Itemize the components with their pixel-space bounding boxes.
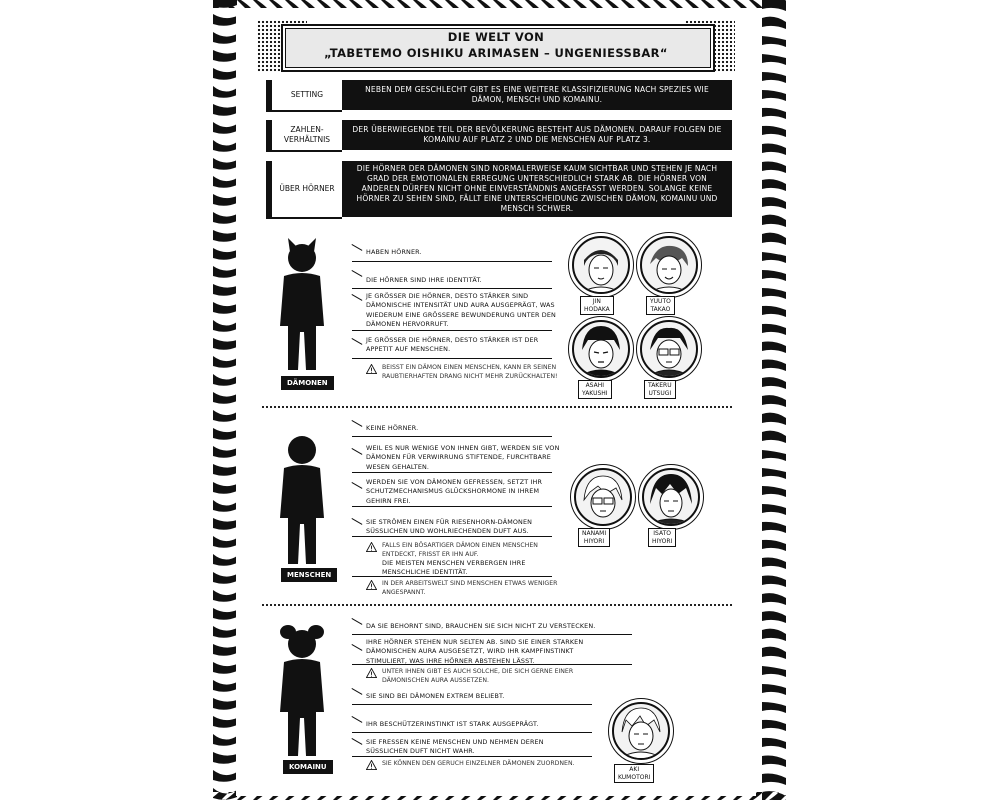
fact-komainu-1: DA SIE BEHORNT SIND, BRAUCHEN SIE SICH NICHT ZU VERSTECKEN. xyxy=(366,622,596,630)
portrait-yuuto-takao xyxy=(640,236,698,294)
label-komainu: KOMAINU xyxy=(283,760,333,774)
leader-line xyxy=(352,618,363,625)
warning-menschen-2 xyxy=(382,580,562,598)
fact-underline xyxy=(352,358,552,359)
leader-line xyxy=(352,338,363,345)
fact-underline xyxy=(352,536,552,537)
name-tag-asahi-yakushi xyxy=(578,380,612,399)
fact-underline xyxy=(352,576,552,577)
fact-daemonen-4: JE GRÖSSER DIE HÖRNER, DESTO STÄRKER IST DER APPETIT AUF MENSCHEN. xyxy=(366,336,539,354)
info-row-setting xyxy=(266,80,732,110)
info-label: ZAHLEN-VERHÄLTNIS xyxy=(266,120,342,152)
title-line-2: „TABETEMO OISHIKU ARIMASEN – UNGENIESSBAR“ xyxy=(324,46,668,60)
info-text: DIE HÖRNER DER DÄMONEN SIND NORMALERWEISE KAUM SICHTBAR UND STEHEN JE NACH GRAD DER EMOTIONALEN ERREGUNG UNTERSCHIEDLICH STARK AB. DIE HÖRNER VON ANDEREN DÜRFEN NICHT OHNE EINVERSTÄNDNIS ANGEFASST WERDEN. SOLANGE KEINE HÖRNER ZU SEHEN SIND, FÄLLT EINE UNTERSCHEIDUNG ZWISCHEN DÄMON, KOMAINU UND MENSCH SCHWER. xyxy=(342,161,732,217)
info-label: ÜBER HÖRNER xyxy=(266,161,342,219)
demon-silhouette xyxy=(262,234,342,374)
warning-icon xyxy=(366,580,377,590)
portrait-isato-hiyori xyxy=(642,468,700,526)
warning-menschen-1 xyxy=(382,542,562,560)
name-tag-isato-hiyori xyxy=(648,528,676,547)
fact-underline xyxy=(352,506,552,507)
info-row-horns xyxy=(266,161,732,217)
warning-icon xyxy=(366,364,377,374)
face-sketch xyxy=(642,238,696,292)
leader-line xyxy=(352,244,363,251)
leader-line xyxy=(352,518,363,525)
warning-text: SIE KÖNNEN DEN GERUCH EINZELNER DÄMONEN ZUORDNEN. xyxy=(382,760,575,767)
name-last: YAKUSHI xyxy=(582,389,608,397)
name-first: ASAHI xyxy=(585,382,604,389)
info-page xyxy=(236,8,756,796)
komainu-silhouette xyxy=(262,620,342,760)
fact-komainu-3: SIE SIND BEI DÄMONEN EXTREM BELIEBT. xyxy=(366,692,505,700)
fact-daemonen-3: JE GRÖSSER DIE HÖRNER, DESTO STÄRKER SIND DÄMONISCHE INTENSITÄT UND AURA AUSGEPRÄGT, WAS WIEDERUM EINE GRÖSSERE BEWUNDERUNG UNTER DEN DÄMONEN HERVORRUFT. xyxy=(366,292,556,328)
face-sketch xyxy=(574,322,628,376)
leader-line xyxy=(352,448,363,455)
portrait-nanami-hiyori xyxy=(574,468,632,526)
leader-line xyxy=(352,294,363,301)
title-line-1: DIE WELT VON xyxy=(447,30,545,44)
name-last: UTSUGI xyxy=(648,389,672,397)
leader-line xyxy=(352,270,363,277)
info-text: DER ÜBERWIEGENDE TEIL DER BEVÖLKERUNG BESTEHT AUS DÄMONEN. DARAUF FOLGEN DIE KOMAINU AUF PLATZ 2 UND DIE MENSCHEN AUF PLATZ 3. xyxy=(342,120,732,150)
name-last: HIYORI xyxy=(652,537,673,545)
face-sketch xyxy=(574,238,628,292)
name-first: NANAMI xyxy=(582,530,607,537)
fact-menschen-5: DIE MEISTEN MENSCHEN VERBERGEN IHRE MENSCHLICHE IDENTITÄT. xyxy=(382,559,526,577)
fact-komainu-5: SIE FRESSEN KEINE MENSCHEN UND NEHMEN DEREN SÜSSLICHEN DUFT NICHT WAHR. xyxy=(366,738,544,756)
fact-menschen-3: WERDEN SIE VON DÄMONEN GEFRESSEN, SETZT IHR SCHUTZMECHANISMUS GLÜCKSHORMONE IN IHREM GEHIRN FREI. xyxy=(366,478,543,505)
warning-text: BEISST EIN DÄMON EINEN MENSCHEN, KANN ER SEINEN RAUBTIERHAFTEN DRANG NICHT MEHR ZURÜCKHALTEN! xyxy=(382,364,558,380)
info-text: NEBEN DEM GESCHLECHT GIBT ES EINE WEITERE KLASSIFIZIERUNG NACH SPEZIES WIE DÄMON, MENSCH UND KOMAINU. xyxy=(342,80,732,110)
info-label: SETTING xyxy=(266,80,342,112)
name-tag-aki-kumotori xyxy=(614,764,654,783)
leader-line xyxy=(352,482,363,489)
leader-line xyxy=(352,644,363,651)
warning-icon xyxy=(366,760,377,770)
name-first: ISATO xyxy=(653,530,671,537)
name-tag-nanami-hiyori xyxy=(578,528,610,547)
name-tag-takeru-utsugi xyxy=(644,380,676,399)
human-silhouette xyxy=(262,428,342,568)
fact-daemonen-1: HABEN HÖRNER. xyxy=(366,248,422,256)
fact-underline xyxy=(352,472,552,473)
warning-komainu-1 xyxy=(382,668,602,686)
fact-underline xyxy=(352,261,552,262)
face-sketch xyxy=(644,470,698,524)
face-sketch xyxy=(614,704,668,758)
fact-menschen-2: WEIL ES NUR WENIGE VON IHNEN GIBT, WERDEN SIE VON DÄMONEN FÜR VERWIRRUNG STIFTENDE, FURCHTBARE WESEN GEHALTEN. xyxy=(366,444,560,471)
name-last: TAKAO xyxy=(650,305,671,313)
portrait-aki-kumotori xyxy=(612,702,670,760)
warning-text: UNTER IHNEN GIBT ES AUCH SOLCHE, DIE SICH GERNE EINER DÄMONISCHEN AURA AUSSETZEN. xyxy=(382,668,574,684)
warning-icon xyxy=(366,668,377,678)
section-divider xyxy=(262,406,732,408)
name-first: TAKERU xyxy=(648,382,672,389)
fact-underline xyxy=(352,634,632,635)
label-menschen: MENSCHEN xyxy=(281,568,337,582)
name-tag-jin-hodaka xyxy=(580,296,614,315)
leader-line xyxy=(352,738,363,745)
leader-line xyxy=(352,716,363,723)
name-last: KUMOTORI xyxy=(618,773,651,781)
warning-text: FALLS EIN BÖSARTIGER DÄMON EINEN MENSCHEN ENTDECKT, FRISST ER IHN AUF. xyxy=(382,542,538,558)
fact-menschen-1: KEINE HÖRNER. xyxy=(366,424,419,432)
warning-daemonen xyxy=(382,364,562,382)
leader-line xyxy=(352,420,363,427)
leader-line xyxy=(352,688,363,695)
face-sketch xyxy=(642,322,696,376)
name-first: AKI xyxy=(629,766,640,773)
label-daemonen: DÄMONEN xyxy=(281,376,334,390)
fact-menschen-4: SIE STRÖMEN EINEN FÜR RIESENHORN-DÄMONEN SÜSSLICHEN UND WOHLRIECHENDEN DUFT AUS. xyxy=(366,518,533,536)
portrait-asahi-yakushi xyxy=(572,320,630,378)
warning-komainu-2 xyxy=(382,760,602,769)
fact-komainu-4: IHR BESCHÜTZERINSTINKT IST STARK AUSGEPRÄGT. xyxy=(366,720,539,728)
face-sketch xyxy=(576,470,630,524)
fact-underline xyxy=(352,288,552,289)
section-divider xyxy=(262,604,732,606)
fact-underline xyxy=(352,732,592,733)
fact-underline xyxy=(352,756,592,757)
fact-underline xyxy=(352,704,592,705)
title-banner-wrap xyxy=(263,20,729,72)
fact-underline xyxy=(352,664,632,665)
name-tag-yuuto-takao xyxy=(646,296,675,315)
name-first: YUUTO xyxy=(650,298,671,305)
warning-icon xyxy=(366,542,377,552)
portrait-takeru-utsugi xyxy=(640,320,698,378)
fact-komainu-2: IHRE HÖRNER STEHEN NUR SELTEN AB. SIND SIE EINER STARKEN DÄMONISCHEN AURA AUSGESETZT, WIRD IHR KAMPFINSTINKT STIMULIERT, WAS IHRE HÖRNER ABSTEHEN LÄSST. xyxy=(366,638,584,665)
fact-underline xyxy=(352,436,552,437)
name-last: HIYORI xyxy=(583,537,605,545)
warning-text: IN DER ARBEITSWELT SIND MENSCHEN ETWAS WENIGER ANGESPANNT. xyxy=(382,580,558,596)
info-row-ratio xyxy=(266,120,732,150)
fact-underline xyxy=(352,330,552,331)
name-first: JIN xyxy=(592,298,601,305)
name-last: HODAKA xyxy=(584,305,610,313)
fact-daemonen-2: DIE HÖRNER SIND IHRE IDENTITÄT. xyxy=(366,276,482,284)
portrait-jin-hodaka xyxy=(572,236,630,294)
